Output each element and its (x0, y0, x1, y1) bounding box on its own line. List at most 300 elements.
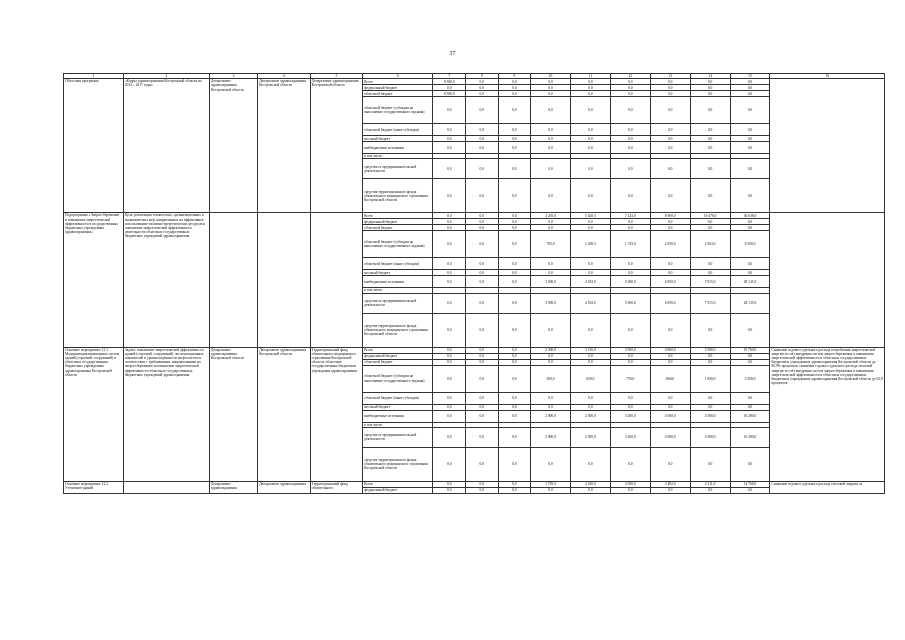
value-cell: 0,0 (498, 447, 531, 481)
value-cell: 0,0 (610, 136, 650, 142)
value-cell: 0,0 (498, 487, 531, 493)
value-cell: 0,0 (730, 85, 770, 91)
value-cell: 0,0 (531, 85, 571, 91)
value-cell: 0,0 (433, 353, 466, 359)
value-cell: 0,0 (730, 270, 770, 276)
block-col5-cell: Территориальный фонд обязательного медицинского страхования Костромской области, областные государственные бюджетные учреждения здравоохранения (310, 347, 362, 481)
value-cell: 0,0 (466, 293, 499, 313)
value-cell: 0,0 (690, 404, 730, 410)
value-cell: 0,0 (433, 136, 466, 142)
value-cell: 0,0 (498, 91, 531, 97)
value-cell: 0,0 (498, 179, 531, 213)
column-number-3: 3 (209, 74, 257, 79)
value-cell: 0,0 (610, 258, 650, 270)
value-cell: 0,0 (690, 124, 730, 136)
value-cell: 0,0 (466, 91, 499, 97)
value-cell: 0,0 (466, 347, 499, 353)
value-cell: 28 135,0 (730, 293, 770, 313)
column-number-1: 1 (64, 74, 124, 79)
value-cell: 0,0 (730, 159, 770, 179)
value-cell: 300,0 (531, 365, 571, 392)
value-cell: 0,0 (466, 487, 499, 493)
value-cell: 0,0 (498, 231, 531, 258)
value-cell: 10 478,0 (690, 213, 730, 219)
value-cell: 0,0 (498, 313, 531, 347)
value-cell: 0,0 (466, 219, 499, 225)
value-cell: 0,0 (498, 481, 531, 487)
value-cell: 0,0 (466, 447, 499, 481)
value-cell: 0,0 (498, 225, 531, 231)
column-number-4: 4 (258, 74, 310, 79)
column-number-11: 11 (570, 74, 610, 79)
value-cell: 0,0 (531, 79, 571, 85)
value-cell: 0,0 (610, 404, 650, 410)
value-cell: 1 438,5 (570, 231, 610, 258)
value-cell: 2 300,0 (531, 347, 571, 353)
funding-source-cell: федеральный бюджет (363, 85, 433, 91)
value-cell: 0,0 (610, 159, 650, 179)
value-cell: 2 000,0 (531, 427, 571, 447)
value-cell: 0,0 (466, 392, 499, 404)
value-cell: 0,0 (498, 124, 531, 136)
value-cell: 0,0 (433, 258, 466, 270)
value-cell: 0,0 (730, 136, 770, 142)
value-cell: 0,0 (690, 225, 730, 231)
value-cell: 0,0 (690, 447, 730, 481)
value-cell: 0,0 (650, 353, 690, 359)
value-cell: 0,0 (690, 97, 730, 124)
value-cell: 0,0 (610, 270, 650, 276)
value-cell: 0,0 (498, 427, 531, 447)
column-number-12: 12 (610, 74, 650, 79)
value-cell: 0,0 (730, 142, 770, 154)
column-number-8: 8 (466, 74, 499, 79)
value-cell: 0,0 (690, 313, 730, 347)
value-cell: 0,0 (570, 392, 610, 404)
value-cell: 0,0 (433, 392, 466, 404)
value-cell: 0,0 (466, 79, 499, 85)
value-cell: 4 311,0 (690, 481, 730, 487)
value-cell: 0,0 (433, 487, 466, 493)
value-cell: 0,0 (433, 225, 466, 231)
value-cell: 1 705,0 (531, 481, 571, 487)
value-cell: 0,0 (650, 91, 690, 97)
value-cell: 0,0 (690, 136, 730, 142)
block-col2-cell: Задача: повышение энергетической эффективности зданий (строений, сооружений), эксплуатационных показателей и уровня надёжности энергосистем в соответствии с требованиями, направленными на энергосбережение и повышение энергетической эффективности областных государственных бюджетных учреждений здравоохранения (123, 347, 209, 481)
value-cell: 4 000,0 (650, 410, 690, 422)
value-cell: 0,0 (498, 353, 531, 359)
value-cell: 0,0 (570, 447, 610, 481)
value-cell: 0,0 (570, 270, 610, 276)
value-cell: 3 200,0 (610, 410, 650, 422)
funding-source-cell: средства территориального фонда обязательного медицинского страхования Костромской области (363, 179, 433, 213)
page-number: 37 (449, 51, 456, 57)
value-cell: 2 000,0 (531, 410, 571, 422)
funding-source-cell: средства от предпринимательской деятельности (363, 293, 433, 313)
value-cell: 0,0 (650, 97, 690, 124)
value-cell: 0,0 (610, 219, 650, 225)
value-cell: 0,0 (690, 359, 730, 365)
value-cell: 0,0 (570, 225, 610, 231)
value-cell: 0,0 (650, 136, 690, 142)
value-cell: 0,0 (531, 258, 571, 270)
funding-source-cell: Всего (363, 347, 433, 353)
value-cell: 0,0 (690, 487, 730, 493)
value-cell: 0,0 (433, 142, 466, 154)
value-cell: 28 135,0 (730, 276, 770, 288)
value-cell: 5 580,0 (690, 347, 730, 353)
funding-source-cell: областной бюджет (363, 359, 433, 365)
value-cell: 2 500,0 (570, 427, 610, 447)
value-cell: 0,0 (650, 124, 690, 136)
value-cell: 0,0 (570, 353, 610, 359)
funding-source-cell: в том числе: (363, 288, 433, 293)
value-cell: 0,0 (433, 293, 466, 313)
value-cell: 0,0 (433, 219, 466, 225)
block-col5-cell: Департамент здравоохранения Костромской области (310, 79, 362, 213)
funding-source-cell: местный бюджет (363, 270, 433, 276)
value-cell: 0,0 (610, 447, 650, 481)
value-cell: 0,0 (610, 85, 650, 91)
value-cell: 0,0 (498, 136, 531, 142)
value-cell: 0,0 (730, 225, 770, 231)
value-cell: 0,0 (433, 213, 466, 219)
value-cell: 4 580,0 (690, 427, 730, 447)
value-cell: 0,0 (466, 142, 499, 154)
value-cell: 0,0 (466, 481, 499, 487)
value-cell: 8 500,0 (730, 231, 770, 258)
value-cell: 4 860,0 (650, 347, 690, 353)
value-cell: 0,0 (610, 487, 650, 493)
block-col4-cell: Департамент здравоохранения (258, 481, 310, 493)
value-cell: 0,0 (433, 159, 466, 179)
value-cell: 0,0 (466, 225, 499, 231)
value-cell: 6 850,0 (650, 276, 690, 288)
funding-source-cell: федеральный бюджет (363, 219, 433, 225)
value-cell: 0,0 (730, 353, 770, 359)
expected-result-cell (770, 213, 885, 347)
value-cell: 0,0 (498, 79, 531, 85)
value-cell: 0,0 (498, 159, 531, 179)
value-cell: 4 182,0 (570, 293, 610, 313)
funding-source-cell: внебюджетные источники (363, 410, 433, 422)
value-cell: 0,0 (650, 392, 690, 404)
value-cell: 0,0 (570, 79, 610, 85)
funding-source-cell: Всего (363, 481, 433, 487)
value-cell: 0,0 (531, 159, 571, 179)
funding-source-cell: средства территориального фонда обязательного медицинского страхования Костромской области (363, 447, 433, 481)
value-cell: 0,0 (466, 213, 499, 219)
value-cell: 0,0 (433, 276, 466, 288)
value-cell: 0,0 (650, 225, 690, 231)
value-cell: 14 768,0 (730, 481, 770, 487)
value-cell: 0,0 (531, 487, 571, 493)
value-cell: 0,0 (570, 359, 610, 365)
value-cell: 2 500,0 (570, 410, 610, 422)
value-cell: 3 482,0 (650, 481, 690, 487)
column-number-2: 2 (123, 74, 209, 79)
value-cell: 3 500,0 (531, 276, 571, 288)
value-cell: 0,0 (610, 79, 650, 85)
funding-source-cell: средства территориального фонда обязательного медицинского страхования Костромской области (363, 313, 433, 347)
value-cell: 0,0 (466, 179, 499, 213)
value-cell: 4 580,0 (690, 410, 730, 422)
value-cell: 6 850,0 (650, 293, 690, 313)
value-cell: 0,0 (650, 258, 690, 270)
value-cell: 860,0 (650, 365, 690, 392)
value-cell: 5 690,0 (610, 293, 650, 313)
value-cell: 0,0 (610, 97, 650, 124)
value-cell: 0,0 (466, 159, 499, 179)
value-cell: 7 433,0 (610, 213, 650, 219)
block-col5-cell: Территориальный фонд обязательного (310, 481, 362, 493)
value-cell: 0,0 (433, 85, 466, 91)
value-cell: 0,0 (531, 142, 571, 154)
funding-source-cell: внебюджетные источники (363, 276, 433, 288)
value-cell: 0,0 (610, 91, 650, 97)
value-cell: 8 580,0 (433, 91, 466, 97)
expected-result-cell: Снижение годового удельного расхода тепловой энергии за (770, 481, 885, 493)
value-cell: 0,0 (531, 313, 571, 347)
value-cell: 0,0 (433, 359, 466, 365)
value-cell: 0,0 (433, 231, 466, 258)
value-cell: 0,0 (466, 353, 499, 359)
value-cell: 0,0 (498, 213, 531, 219)
value-cell: 0,0 (433, 97, 466, 124)
funding-source-cell: областной бюджет (субсидия на выполнение государственного задания) (363, 231, 433, 258)
value-cell: 16 280,0 (730, 427, 770, 447)
value-cell: 0,0 (610, 392, 650, 404)
value-cell: 3 050,0 (610, 481, 650, 487)
value-cell: 0,0 (690, 79, 730, 85)
value-cell: 2 220,0 (570, 481, 610, 487)
funding-source-cell: в том числе: (363, 422, 433, 427)
value-cell: 0,0 (433, 179, 466, 213)
value-cell: 705,0 (531, 231, 571, 258)
value-cell: 0,0 (466, 136, 499, 142)
value-cell: 0,0 (730, 79, 770, 85)
value-cell: 0,0 (650, 85, 690, 91)
value-cell: 0,0 (433, 481, 466, 487)
value-cell: 0,0 (531, 97, 571, 124)
value-cell: 0,0 (610, 225, 650, 231)
value-cell: 3 200,0 (610, 427, 650, 447)
value-cell: 0,0 (531, 179, 571, 213)
funding-source-cell: областной бюджет (иные субсидии) (363, 124, 433, 136)
value-cell: 0,0 (610, 353, 650, 359)
value-cell: 0,0 (610, 179, 650, 213)
funding-source-cell: федеральный бюджет (363, 353, 433, 359)
block-col1-cell: Основное мероприятие 12.1. Модернизация инженерных систем зданий (строений, сооружений) в областных государственных бюджетных учреждениях здравоохранения Костромской области (64, 347, 124, 481)
value-cell: 0,0 (650, 179, 690, 213)
funding-source-cell: областной бюджет (363, 91, 433, 97)
value-cell: 0,0 (498, 410, 531, 422)
value-cell: 0,0 (690, 258, 730, 270)
block-col4-cell: Департамент здравоохранения Костромской области (258, 347, 310, 481)
block-col2-cell (123, 481, 209, 493)
value-cell: 0,0 (433, 270, 466, 276)
column-number-6: 6 (363, 74, 433, 79)
value-cell: 0,0 (433, 410, 466, 422)
value-cell: 0,0 (570, 142, 610, 154)
value-cell: 0,0 (498, 276, 531, 288)
value-cell: 0,0 (531, 124, 571, 136)
value-cell: 1 743,0 (610, 231, 650, 258)
value-cell: 0,0 (730, 359, 770, 365)
program-funding-table (63, 73, 885, 494)
value-cell: 0,0 (466, 85, 499, 91)
value-cell: 3 150,0 (570, 347, 610, 353)
column-number-15: 15 (730, 74, 770, 79)
value-cell: 0,0 (570, 404, 610, 410)
block-col3-cell: Департамент здравоохранения Костромской области (209, 79, 257, 213)
value-cell: 0,0 (570, 487, 610, 493)
value-cell: 4 000,0 (650, 427, 690, 447)
value-cell: 0,0 (466, 270, 499, 276)
value-cell: 0,0 (650, 487, 690, 493)
column-number-7: 7 (433, 74, 466, 79)
value-cell: 0,0 (570, 97, 610, 124)
value-cell: 0,0 (690, 142, 730, 154)
funding-source-cell: областной бюджет (363, 225, 433, 231)
value-cell: 0,0 (433, 124, 466, 136)
value-cell: 0,0 (433, 427, 466, 447)
funding-source-cell: федеральный бюджет (363, 487, 433, 493)
block-col2-cell: «Кадры здравоохранения Костромской области на 2013 – 2017 годы» (123, 79, 209, 213)
value-cell: 0,0 (650, 79, 690, 85)
value-cell: 8 900,0 (650, 213, 690, 219)
value-cell: 0,0 (531, 270, 571, 276)
value-cell: 0,0 (650, 142, 690, 154)
value-cell: 5 620,5 (570, 213, 610, 219)
value-cell: 0,0 (730, 124, 770, 136)
value-cell: 7 915,0 (690, 293, 730, 313)
value-cell: 0,0 (531, 136, 571, 142)
value-cell: 0,0 (690, 159, 730, 179)
funding-source-cell: внебюджетные источники (363, 142, 433, 154)
value-cell: 19 760,0 (730, 347, 770, 353)
value-cell: 0,0 (730, 179, 770, 213)
value-cell: 0,0 (570, 85, 610, 91)
block-col1-cell: Областная программа (64, 79, 124, 213)
value-cell: 0,0 (570, 124, 610, 136)
block-col1-cell: Подпрограмма «Энергосбережение и повышение энергетической эффективности в государственных бюджетных учреждениях здравоохранения» (64, 213, 124, 347)
block-col5-cell (310, 213, 362, 347)
value-cell: 4 205,0 (531, 213, 571, 219)
value-cell: 0,0 (531, 219, 571, 225)
value-cell: 4 182,0 (570, 276, 610, 288)
value-cell: 0,0 (650, 447, 690, 481)
value-cell: 0,0 (650, 159, 690, 179)
value-cell: 0,0 (570, 159, 610, 179)
value-cell: 0,0 (531, 225, 571, 231)
funding-source-cell: средства от предпринимательской деятельности (363, 427, 433, 447)
column-number-5: 5 (310, 74, 362, 79)
value-cell: 0,0 (466, 258, 499, 270)
value-cell: 0,0 (730, 404, 770, 410)
value-cell: 0,0 (498, 85, 531, 91)
value-cell: 3 500,0 (531, 293, 571, 313)
value-cell: 0,0 (570, 179, 610, 213)
value-cell: 0,0 (610, 124, 650, 136)
value-cell: 0,0 (690, 91, 730, 97)
value-cell: 0,0 (531, 359, 571, 365)
value-cell: 0,0 (498, 97, 531, 124)
value-cell: 0,0 (498, 392, 531, 404)
funding-source-cell: средства от предпринимательской деятельности (363, 159, 433, 179)
expected-result-cell: Снижение годового удельного расхода потребления энергетической энергии за счёт внедрения систем энергосбережения и повышения энергетической эффективности в областных государственных бюджетных учреждениях здравоохранения Костромской области до 90,9% процентов, снижение годового удельного расхода тепловой энергии за счёт внедрения систем энергосбережения и повышения энергетической эффективности в областных государственных бюджетных учреждениях здравоохранения Костромской области до 92,8 процентов (770, 347, 885, 481)
value-cell: 0,0 (498, 347, 531, 353)
funding-source-cell: областной бюджет (субсидия на выполнение государственного задания) (363, 97, 433, 124)
funding-source-cell: Всего (363, 213, 433, 219)
value-cell: 0,0 (650, 359, 690, 365)
value-cell: 3 560,0 (730, 365, 770, 392)
value-cell: 650,0 (570, 365, 610, 392)
value-cell: 16 280,0 (730, 410, 770, 422)
value-cell: 0,0 (531, 353, 571, 359)
value-cell: 0,0 (570, 91, 610, 97)
value-cell: 0,0 (730, 219, 770, 225)
block-col3-cell: Департамент здравоохранения (209, 481, 257, 493)
value-cell: 0,0 (690, 270, 730, 276)
value-cell: 0,0 (466, 359, 499, 365)
value-cell: 5 690,0 (610, 276, 650, 288)
value-cell: 0,0 (433, 447, 466, 481)
column-number-14: 14 (690, 74, 730, 79)
value-cell: 0,0 (498, 142, 531, 154)
column-number-16: 16 (770, 74, 885, 79)
column-number-9: 9 (498, 74, 531, 79)
funding-source-cell: областной бюджет (субсидия на выполнение государственного задания) (363, 365, 433, 392)
value-cell: 0,0 (498, 359, 531, 365)
value-cell: 3 950,0 (610, 347, 650, 353)
value-cell: 0,0 (570, 136, 610, 142)
value-cell: 0,0 (433, 404, 466, 410)
value-cell: 0,0 (466, 124, 499, 136)
value-cell: 0,0 (730, 91, 770, 97)
value-cell: 0,0 (498, 270, 531, 276)
value-cell: 0,0 (466, 410, 499, 422)
value-cell: 0,0 (570, 313, 610, 347)
value-cell: 7 915,0 (690, 276, 730, 288)
value-cell: 0,0 (498, 365, 531, 392)
value-cell: 0,0 (650, 270, 690, 276)
block-col4-cell: Департамент здравоохранения Костромской области (258, 79, 310, 213)
value-cell: 0,0 (466, 231, 499, 258)
value-cell: 0,0 (690, 392, 730, 404)
funding-source-cell: местный бюджет (363, 404, 433, 410)
value-cell: 0,0 (531, 392, 571, 404)
value-cell: 0,0 (690, 219, 730, 225)
value-cell: 2 563,0 (690, 231, 730, 258)
value-cell: 0,0 (570, 258, 610, 270)
value-cell: 0,0 (433, 347, 466, 353)
value-cell: 0,0 (466, 313, 499, 347)
expected-result-cell (770, 79, 885, 213)
value-cell: 0,0 (531, 447, 571, 481)
block-col1-cell: Основное мероприятие 12.2. Утепление зданий (64, 481, 124, 493)
value-cell: 0,0 (650, 219, 690, 225)
block-col3-cell (209, 213, 257, 347)
value-cell: 0,0 (466, 276, 499, 288)
funding-source-cell: областной бюджет (иные субсидии) (363, 392, 433, 404)
value-cell: 0,0 (466, 404, 499, 410)
value-cell: 0,0 (531, 404, 571, 410)
funding-source-cell: местный бюджет (363, 136, 433, 142)
value-cell: 0,0 (531, 91, 571, 97)
value-cell: 0,0 (730, 313, 770, 347)
funding-source-cell: в том числе: (363, 154, 433, 159)
